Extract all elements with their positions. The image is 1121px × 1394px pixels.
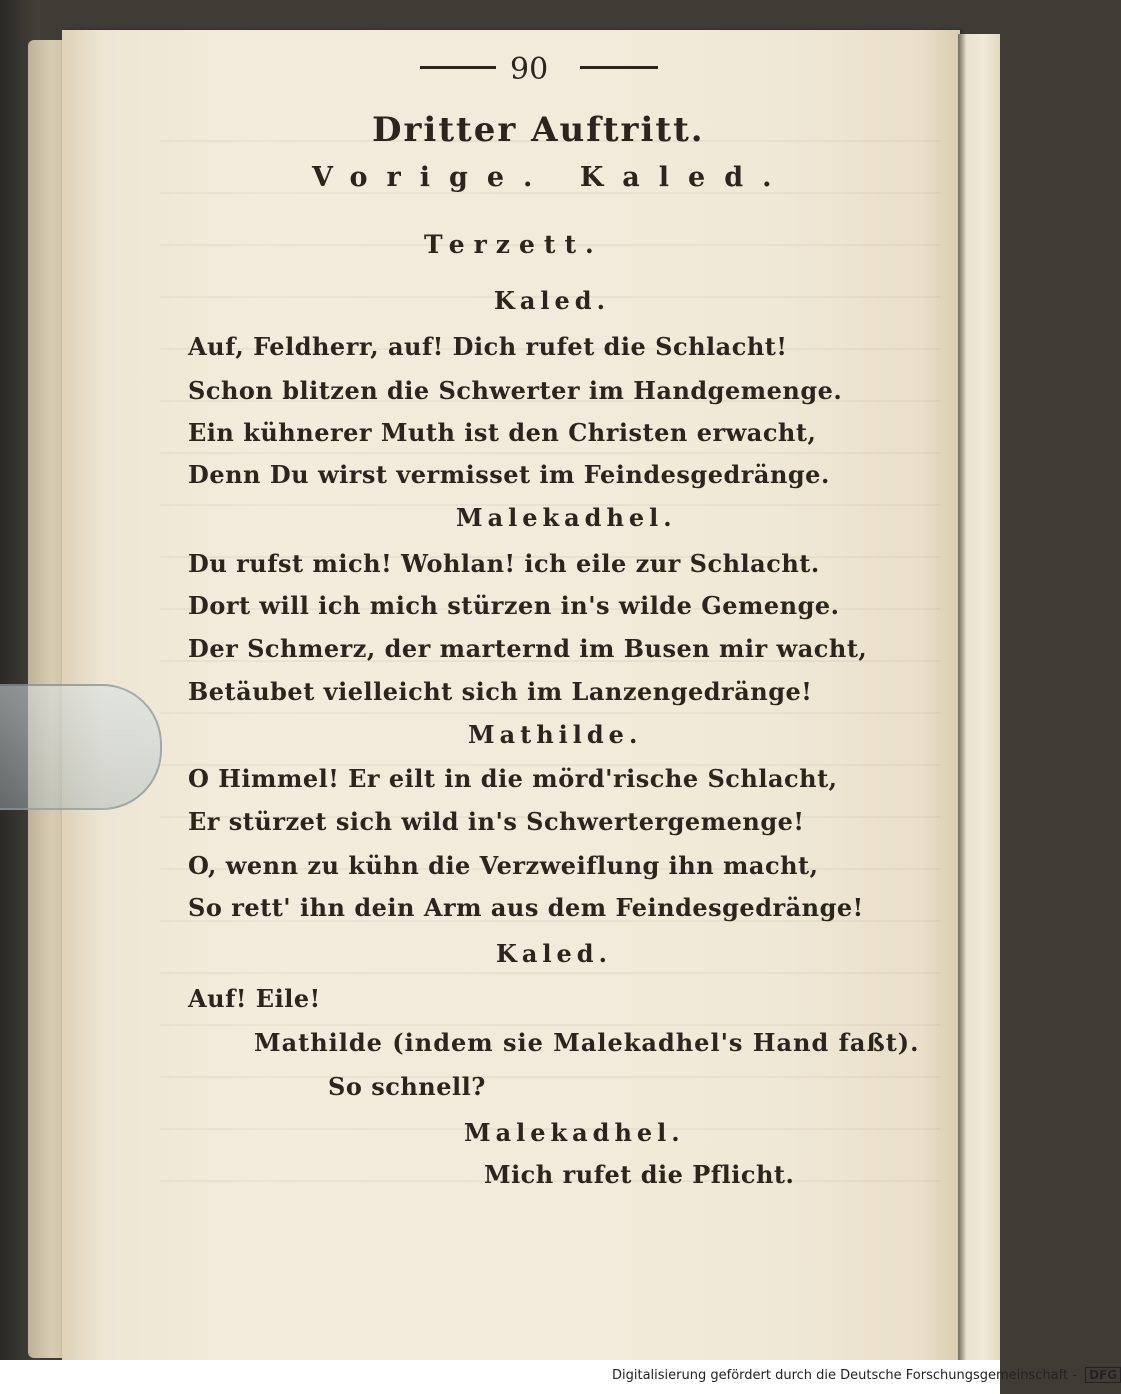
facing-page-edge <box>958 34 1000 1360</box>
section-title: Terzett. <box>424 230 603 259</box>
speaker-name: Malekadhel. <box>464 1118 685 1147</box>
verse-line: Ein kühnerer Muth ist den Christen erwacht, <box>188 418 817 447</box>
speaker-name-with-stage-direction: Mathilde (indem sie Malekadhel's Hand faßt). <box>254 1028 920 1057</box>
page-number-rule-right <box>580 66 658 69</box>
page-number-rule-left <box>420 66 496 69</box>
dfg-logo: DFG <box>1085 1367 1121 1383</box>
speaker-name: Mathilde. <box>468 720 643 749</box>
verse-line: Auf! Eile! <box>188 984 321 1013</box>
verse-line: Dort will ich mich stürzen in's wilde Gemenge. <box>188 591 840 620</box>
verse-line: Mich rufet die Pflicht. <box>484 1160 795 1189</box>
page-clip <box>0 684 162 810</box>
speaker-name: Kaled. <box>494 286 610 315</box>
speaker-name: Malekadhel. <box>456 503 677 532</box>
verse-line: Er stürzet sich wild in's Schwertergemenge! <box>188 807 805 836</box>
digitization-credit-text: Digitalisierung gefördert durch die Deutsche Forschungsgemeinschaft - <box>612 1368 1077 1383</box>
verse-line: O, wenn zu kühn die Verzweiflung ihn macht, <box>188 851 819 880</box>
verse-line: So rett' ihn dein Arm aus dem Feindesgedränge! <box>188 893 864 922</box>
verse-line: So schnell? <box>328 1072 486 1101</box>
verse-line: Schon blitzen die Schwerter im Handgemenge. <box>188 376 843 405</box>
act-title: Dritter Auftritt. <box>372 110 705 150</box>
digitization-credit <box>612 1367 1121 1383</box>
verse-line: Betäubet vielleicht sich im Lanzengedränge! <box>188 677 813 706</box>
page-number: 90 <box>510 52 549 87</box>
verse-line: Auf, Feldherr, auf! Dich rufet die Schlacht! <box>188 332 788 361</box>
cast-line: Vorige. Kaled. <box>312 162 791 193</box>
verse-line: Der Schmerz, der marternd im Busen mir wacht, <box>188 634 868 663</box>
verse-line: Du rufst mich! Wohlan! ich eile zur Schlacht. <box>188 549 820 578</box>
verse-line: Denn Du wirst vermisset im Feindesgedränge. <box>188 460 830 489</box>
verse-line: O Himmel! Er eilt in die mörd'rische Schlacht, <box>188 764 838 793</box>
speaker-name: Kaled. <box>496 939 612 968</box>
